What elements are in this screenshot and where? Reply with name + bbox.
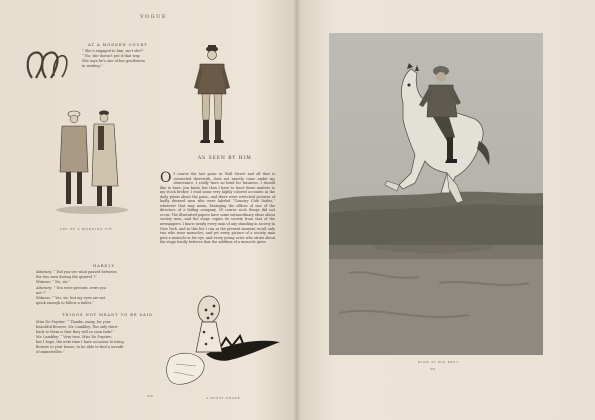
- running-head: VOGUE: [140, 14, 167, 20]
- dialogue-line: Mr. Lamkley: “ Very true, Miss De Puyster;: [36, 335, 113, 339]
- dialogue-line: beautiful flowers, Mr. Lamkley. The only draw-: [36, 325, 119, 329]
- dialogue-line: Attorney: “ You were present, were you: [36, 286, 106, 290]
- book-gutter: [293, 0, 301, 420]
- horse-jumping-photo: [329, 33, 543, 355]
- article-body: [160, 172, 275, 245]
- illustration-caption: ART OF A MORNING TIE: [60, 227, 113, 231]
- dialogue-line: flowers to your house, to be able to find a wreath: [36, 345, 124, 349]
- section-title-as-seen-by-him: AS SEEN BY HIM: [198, 156, 252, 161]
- photo-caption: HIGH AT HIS BEST: [418, 360, 459, 364]
- dialogue-line: Witness: “ Yes, sir; but my eyes are not: [36, 296, 106, 300]
- dialogue-line: the two men during the quarrel ?”: [36, 275, 97, 279]
- gentleman-illustration: [188, 42, 236, 146]
- article-text: f course the last panic in Wall Street and all that is connected therewith, does not exactly come under my observance. I really have no brief for business. I should like to have, you know, but then I have to leave these matters to my stock broker. I read some very highly colored accounts in the daily prints about the panic, and there were wretched pictures of badly dressed men who were labeled “Country Club Dudes,” whatever that may mean, besieging the offices of one of the directors of a failing company. Of course such things did not occur. The illustrated papers have some extraordinary ideas about society men, and the stage copies its society from that of the newspapers. I know nearly every man of any standing in society in New York, and in this list I can at the present moment recall only two who wear monocles; and yet every picture of a society man puts a monocle in his eye, and every young actor who struts about the stage fondly believes that the addition of a monocle gives: [160, 172, 275, 245]
- illustration-caption: A PUSSY-SHADE: [206, 396, 241, 400]
- dialogue-line: Attorney: “ Did you see what passed between: [36, 270, 117, 274]
- lady-with-shadow-illustration: [160, 288, 284, 396]
- section-title-modern-court: AT A MODERN COURT: [88, 43, 148, 47]
- dialogue-line: “ No; she doesn’t put it that way.: [82, 54, 141, 58]
- dialogue-line: back to them is that they will so soon fade!”: [36, 330, 115, 334]
- section-title-things-not-meant: THINGS NOT MEANT TO BE SAID: [62, 313, 154, 317]
- horseshoe-illustration: [24, 50, 70, 80]
- dialogue-line: in waiting.”: [82, 64, 103, 68]
- photograph: [329, 33, 543, 355]
- dialogue-line: quick enough to follow a bullet.”: [36, 301, 94, 305]
- page-number: 271: [430, 367, 436, 371]
- drop-cap: O: [160, 170, 172, 186]
- dialogue-line: of immortelles.”: [36, 350, 65, 354]
- left-page: [0, 0, 297, 420]
- section-title-hardly: HARDLY: [93, 264, 115, 268]
- dialogue-line: but I hope, the next time I have occasion to bring: [36, 340, 124, 344]
- dialogue-line: “ She’s engaged to him, isn’t she?”: [82, 49, 145, 53]
- dialogue-line: She says he’s one of her gentlemen: [82, 59, 145, 63]
- dialogue-line: Miss De Puyster: “ Thanks, many, for your: [36, 320, 111, 324]
- two-men-illustration: [52, 106, 132, 218]
- dialogue-line: Witness: “ No, sir.”: [36, 280, 70, 284]
- dialogue-line: not ?”: [36, 291, 47, 295]
- page-number: 270: [147, 394, 153, 398]
